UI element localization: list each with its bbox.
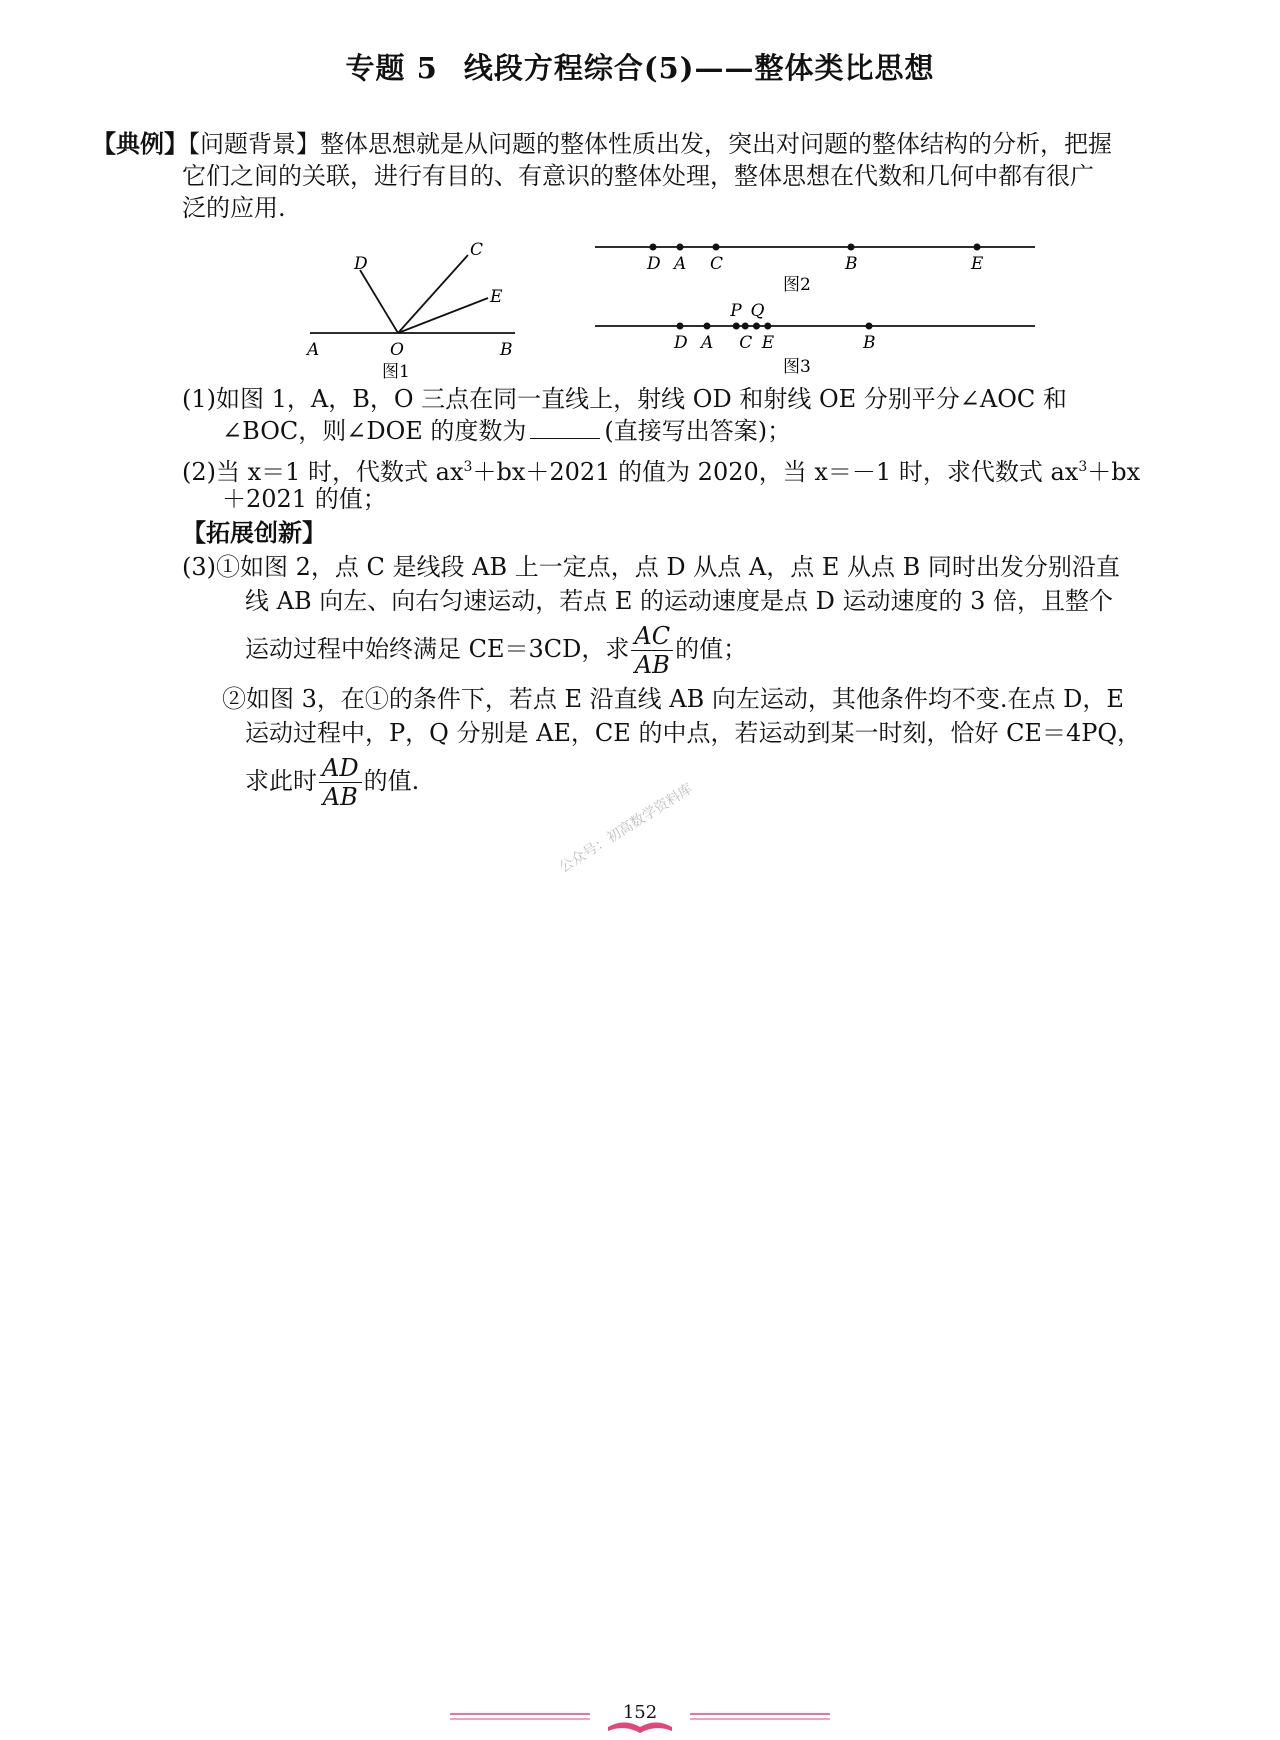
q2-line-2: ＋2021 的值； [222,485,387,513]
q3-p1-line-3: 运动过程中始终满足 CE＝3CD，求 $\frac{AC}{AB}$ 的值； [245,622,748,679]
fig1-label-o: O [390,340,404,360]
extension-label: 【拓展创新】 [182,518,326,547]
fig1-label-e: E [490,287,503,307]
point-label-c: C [710,254,724,274]
point-c [713,244,720,251]
point-d [677,323,684,330]
point-label-a: A [674,254,687,274]
q2-line-1: (2)当 x＝1 时，代数式 $ax^3+bx+2021$ 的值为 2020，当 x＝－1 时，求代数式 $ax^3+bx$ [182,458,1141,486]
point-label-d: D [674,333,688,353]
fig1-label-c: C [470,240,484,260]
point-label-a: A [701,333,714,353]
exponent: 3 [463,459,473,475]
book-icon [608,1723,672,1734]
fig1-ray-od [360,270,398,333]
point-label-e: E [761,333,775,353]
point-label-b: B [845,254,858,274]
point-q [753,323,760,330]
topic-title: 线段方程综合(5)——整体类比思想 [463,51,935,85]
point-label-d: D [647,254,661,274]
figure-3 [590,296,1040,376]
q3-p2-line-2: 运动过程中，P，Q 分别是 AE，CE 的中点，若运动到某一时刻，恰好 CE＝4PQ， [245,719,1142,747]
point-b [866,323,873,330]
q1-line-2: ∠BOC，则∠DOE 的度数为 (直接写出答案)； [222,417,792,445]
fraction-ac-ab: $\frac{AC}{AB}$ [631,622,673,679]
point-a [704,323,711,330]
example-label: 【典例】 [92,129,188,158]
point-label-e: E [971,254,984,274]
point-d [650,244,657,251]
page-title [0,46,1280,87]
fig3-caption: 图3 [783,357,811,376]
figure-2 [590,225,1040,295]
point-label-c: C [739,333,753,353]
point-label-p: P [730,301,742,321]
point-a [677,244,684,251]
point-label-q: Q [750,301,765,321]
q3-p2-line-3: 求此时 $\frac{AD}{AB}$ 的值. [245,754,420,811]
example-line-3: 泛的应用. [182,194,286,222]
topic-number: 专题 5 [345,51,438,85]
fig1-ray-oc [398,255,468,333]
fig1-label-b: B [500,340,513,360]
q3-p2-line-1: ②如图 3，在①的条件下，若点 E 沿直线 AB 向左运动，其他条件均不变.在点 D，E [222,685,1124,713]
point-e [764,323,771,330]
background-label: 【问题背景】 [188,130,320,158]
example-line-2: 它们之间的关联，进行有目的、有意识的整体处理，整体思想在代数和几何中都有很广 [182,162,1094,190]
q1-line-1: (1)如图 1，A，B，O 三点在同一直线上，射线 OD 和射线 OE 分别平分∠AOC 和 [182,385,1067,413]
figure-1 [290,225,530,385]
fig2-caption: 图2 [783,275,811,295]
fraction-ad-ab: $\frac{AD}{AB}$ [319,754,362,811]
example-line-1: 【典例】【问题背景】整体思想就是从问题的整体性质出发，突出对问题的整体结构的分析，把握 [92,129,1112,158]
q3-p1-line-1: (3)①如图 2，点 C 是线段 AB 上一定点，点 D 从点 A，点 E 从点 B 同时出发分别沿直 [182,553,1120,581]
answer-blank [530,416,600,439]
point-c [742,323,749,330]
page-number: 152 [622,1702,658,1723]
fig1-ray-oe [398,298,488,333]
point-b [848,244,855,251]
point-e [974,244,981,251]
point-label-b: B [863,333,876,353]
fig1-caption: 图1 [382,362,410,382]
q3-p1-line-2: 线 AB 向左、向右匀速运动，若点 E 的运动速度是点 D 运动速度的 3 倍，且整个 [245,587,1114,615]
exponent: 3 [1078,459,1088,475]
fig1-label-a: A [307,340,320,360]
fig1-label-d: D [354,254,368,274]
point-p [733,323,740,330]
watermark: 公众号：初高数学资料库 [556,780,696,877]
